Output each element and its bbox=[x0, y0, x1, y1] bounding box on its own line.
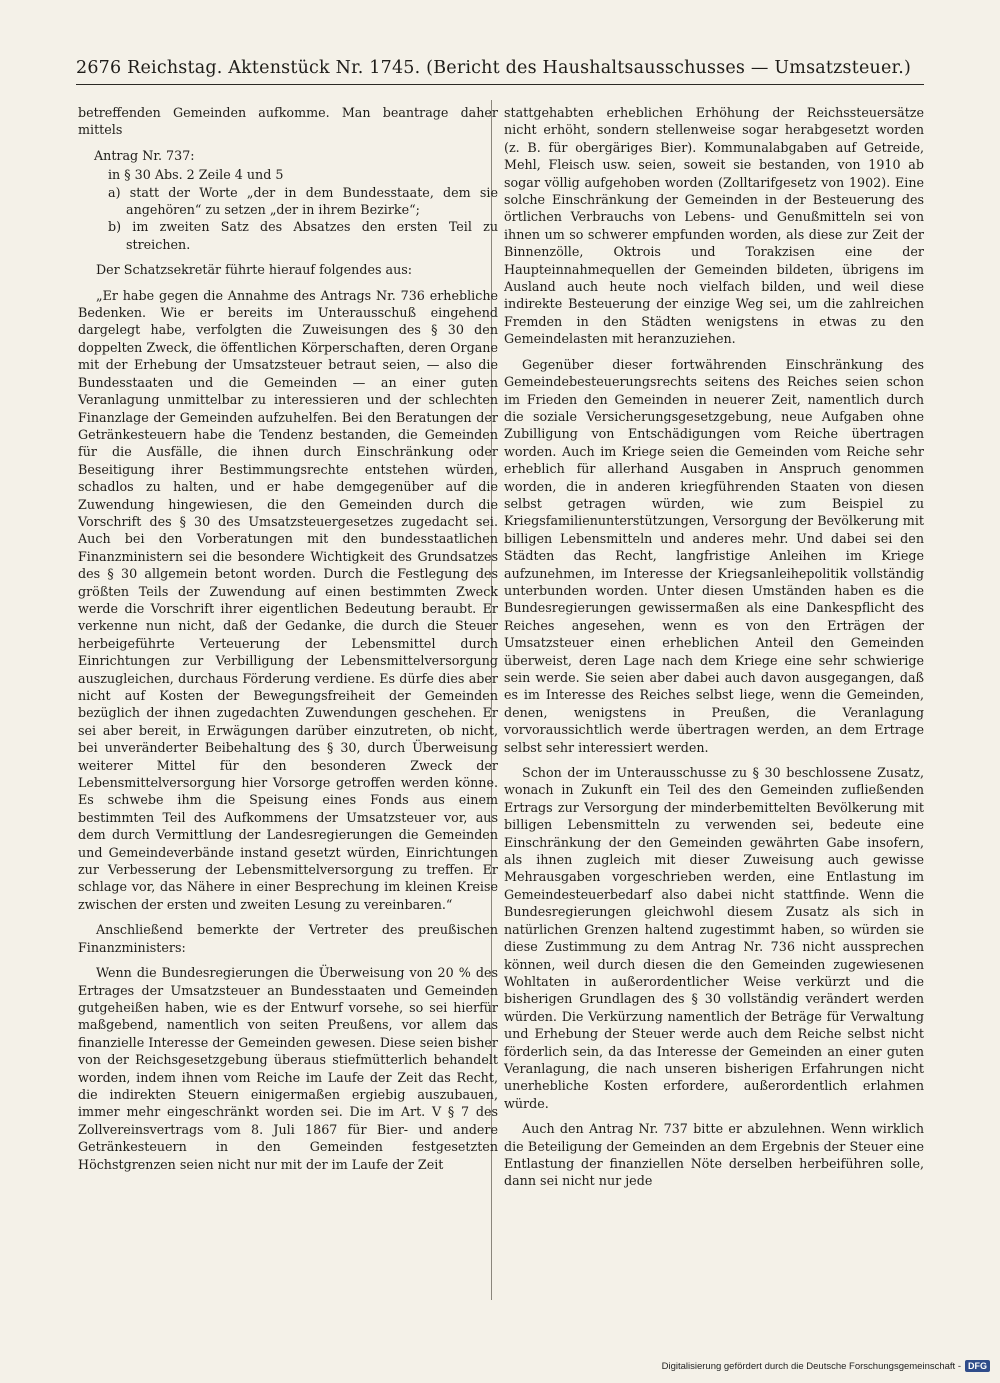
motion-item: in § 30 Abs. 2 Zeile 4 und 5 bbox=[108, 167, 284, 183]
right-column bbox=[504, 104, 924, 1198]
dfg-logo-icon: DFG bbox=[965, 1360, 990, 1372]
paragraph: Auch den Antrag Nr. 737 bitte er abzulehnen. Wenn wirklich die Beteiligung der Gemeinden an dem Ergebnis der Steuer eine Entlastung der finanziellen Nöte derselben herbeiführen solle, dann sei nicht nur jede bbox=[504, 1121, 924, 1189]
paragraph: Schon der im Unterausschusse zu § 30 beschlossene Zusatz, wonach in Zukunft ein Teil des den Gemeinden zufließenden Ertrags zur Versorgung der minderbemittelten Bevölkerung mit billigen Lebensmitteln zu verwenden sei, bedeute eine Einschränkung der den Gemeinden gewährten Gabe insofern, als ihnen zugleich mit dieser Zuweisung auch gewisse Mehrausgaben vorgeschrieben werden, eine Entlastung im Gemeindesteuerbedarf also dabei nicht stattfinde. Wenn die Bundesregierungen gleichwohl diesem Zusatz als sich in natürlichen Grenzen haltend zugestimmt haben, so würden sie diese Zustimmung zu dem Antrag Nr. 736 nicht aussprechen können, weil durch diesen die den Gemeinden zugewiesenen Wohltaten in außerordentlicher Weise verkürzt und die bisherigen Grundlagen des § 30 vollständig verändert werden würden. Die Verkürzung namentlich der Beträge für Verwaltung und Erhebung der Steuer werde auch dem Reiche selbst nicht förderlich sein, da das Interesse der Gemeinden an einer guten Veranlagung, die nach unseren bisherigen Erfahrungen nicht unerhebliche Kosten erfordere, außerordentlich erlahmen würde. bbox=[504, 765, 924, 1111]
left-column bbox=[78, 104, 498, 1181]
paragraph: Anschließend bemerkte der Vertreter des preußischen Finanzministers: bbox=[78, 922, 498, 955]
paragraph: Der Schatzsekretär führte hierauf folgendes aus: bbox=[96, 262, 413, 278]
paragraph: „Er habe gegen die Annahme des Antrags Nr. 736 erhebliche Bedenken. Wie er bereits im Unterausschuß eingehend dargelegt habe, verfolgten die Zuweisungen des § 30 den doppelten Zweck, die öffentlichen Körperschaften, deren Organe mit der Erhebung der Umsatzsteuer betraut seien, — also die Bundesstaaten und die Gemeinden — an einer guten Veranlagung unmittelbar zu interessieren und der schlechten Finanzlage der Gemeinden aufzuhelfen. Bei den Beratungen der Getränkesteuern habe die Tendenz bestanden, die Gemeinden für die Ausfälle, die ihnen durch Einschränkung oder Beseitigung ihrer Bestimmungsrechte entstehen würden, schadlos zu halten, und er habe demgegenüber auf die Zuwendung hingewiesen, die den Gemeinden durch die Vorschrift des § 30 des Umsatzsteuergesetzes zugedacht sei. Auch bei den Vorberatungen mit den bundesstaatlichen Finanzministern sei die besondere Wichtigkeit des Grundsatzes des § 30 allgemein betont worden. Durch die Festlegung des größten Teils der Zuwendung auf einen bestimmten Zweck werde die Vorschrift ihrer eigentlichen Bedeutung beraubt. Er verkenne nun nicht, daß der Gedanke, die durch die Steuer herbeigeführte Verteuerung der Lebensmittel durch Einrichtungen zur Verbilligung der Lebensmittelversorgung auszugleichen, durchaus Förderung verdiene. Es dürfe dies aber nicht auf Kosten der Bewegungsfreiheit der Gemeinden bezüglich der ihnen zugedachten Zuwendungen geschehen. Er sei aber bereit, in Erwägungen darüber einzutreten, ob nicht, bei unveränderter Beibehaltung des § 30, durch Überweisung weiterer Mittel für den besonderen Zweck der Lebensmittelversorgung hier Vorsorge getroffen werden könne. Es schwebe ihm die Speisung eines Fonds aus einem bestimmten Teil des Aufkommens der Umsatzsteuer vor, aus dem durch Vermittlung der Landesregierungen die Gemeinden und Gemeindeverbände instand gesetzt würden, Einrichtungen zur Verbesserung der Lebensmittelversorgung zu treffen. Er schlage vor, das Nähere in einer Besprechung im kleinen Kreise zwischen der ersten und zweiten Lesung zu vereinbaren.“ bbox=[78, 287, 498, 912]
paragraph: Gegenüber dieser fortwährenden Einschränkung des Gemeindebesteuerungsrechts seitens des Reiches seien schon im Frieden den Gemeinden in neuerer Zeit, namentlich durch die soziale Versicherungsgesetzgebung, neue Aufgaben ohne Zubilligung von Entschädigungen vom Reiche übertragen worden. Auch im Kriege seien die Gemeinden vom Reiche sehr erheblich für allerhand Ausgaben in Anspruch genommen worden, die in anderen kriegführenden Staaten von diesen selbst getragen würden, wie zum Beispiel zu Kriegsfamilienunterstützungen, Versorgung der Bevölkerung mit billigen Lebensmitteln und anderes mehr. Und dabei sei den Städten das Recht, langfristige Anleihen im Kriege aufzunehmen, im Interesse der Kriegsanleihepolitik vollständig unterbunden worden. Unter diesen Umständen haben es die Bundesregierungen gewissermaßen als eine Dankespflicht des Reiches angesehen, wenn es von den Erträgen der Umsatzsteuer einen erheblichen Anteil den Gemeinden überweist, deren Lage nach dem Kriege eine sehr schwierige sein werde. Sie seien aber dabei auch davon ausgegangen, daß es im Interesse des Reiches selbst liege, wenn die Gemeinden, denen, wenigstens in Preußen, die Veranlagung vorvoraussichtlich werde übertragen werden, an dem Ertrage selbst sehr interessiert werden. bbox=[504, 356, 924, 755]
page-header: 2676 Reichstag. Aktenstück Nr. 1745. (Bericht des Haushaltsausschusses — Umsatzsteuer.) bbox=[76, 58, 924, 85]
paragraph: betreffenden Gemeinden aufkomme. Man beantrage daher mittels bbox=[78, 105, 498, 138]
footer-credit bbox=[662, 1360, 990, 1372]
motion-item: a) statt der Worte „der in dem Bundesstaate, dem sie angehören“ zu setzen „der in ihrem Bezirke“; bbox=[108, 184, 498, 218]
motion-title: Antrag Nr. 737: bbox=[94, 147, 195, 163]
motion-item: b) im zweiten Satz des Absatzes den ersten Teil zu streichen. bbox=[108, 219, 498, 252]
paragraph: stattgehabten erheblichen Erhöhung der Reichssteuersätze nicht erhöht, sondern stellenweise sogar herabgesetzt worden (z. B. für obergäriges Bier). Kommunalabgaben auf Getreide, Mehl, Fleisch usw. seien, soweit sie bestanden, von 1910 ab sogar völlig aufgehoben worden (Zolltarifgesetz von 1902). Eine solche Einschränkung der Gemeinden in der Besteuerung des örtlichen Verbrauchs von Lebens- und Genußmitteln sei von ihnen um so schwerer empfunden worden, als diese zur Zeit der Binnenzölle, Oktrois und Torakzisen eine der Haupteinnahmequellen der Gemeinden bildeten, übrigens im Ausland auch heute noch vielfach bilden, und weil diese indirekte Besteuerung der einzige Weg sei, um die zahlreichen Fremden in den Städten wenigstens in etwas zu den Gemeindelasten mit heranzuziehen. bbox=[504, 105, 924, 347]
credit-text: Digitalisierung gefördert durch die Deutsche Forschungsgemeinschaft - bbox=[661, 1360, 961, 1372]
motion-list bbox=[108, 166, 498, 253]
paragraph: Wenn die Bundesregierungen die Überweisung von 20 % des Ertrages der Umsatzsteuer an Bundesstaaten und Gemeinden gutgeheißen haben, wie es der Entwurf vorsehe, so sei hierfür maßgebend, namentlich von seiten Preußens, vor allem das finanzielle Interesse der Gemeinden gewesen. Diese seien bisher von der Reichsgesetzgebung überaus stiefmütterlich behandelt worden, indem ihnen vom Reiche im Laufe der Zeit das Recht, die indirekten Steuern einigermaßen ergiebig auszubauen, immer mehr eingeschränkt worden sei. Die im Art. V § 7 des Zollvereinsvertrags vom 8. Juli 1867 für Bier- und andere Getränkesteuern in den Gemeinden festgesetzten Höchstgrenzen seien nicht nur mit der im Laufe der Zeit bbox=[78, 965, 498, 1172]
